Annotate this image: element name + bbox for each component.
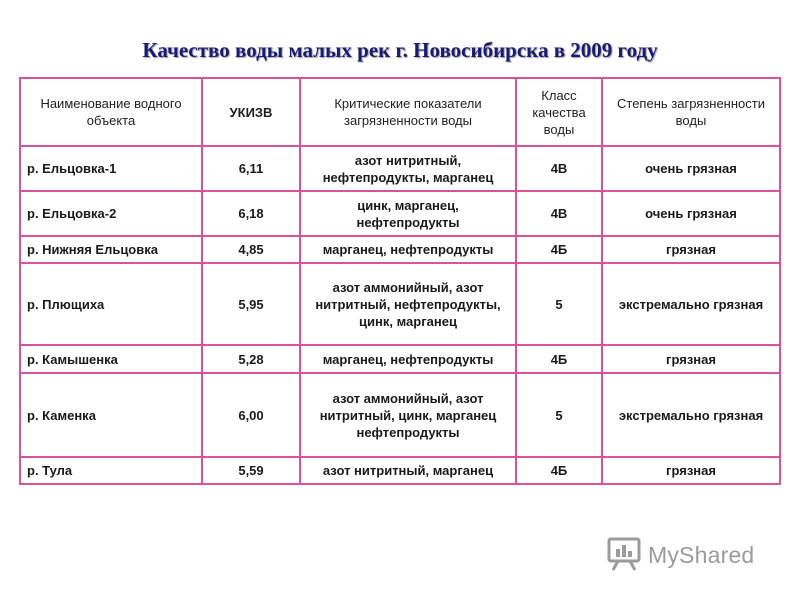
myshared-watermark — [606, 536, 766, 576]
critical-indicators: азот аммонийный, азот нитритный, нефтепродукты, цинк, марганец — [300, 263, 516, 345]
table-row — [20, 373, 780, 457]
ukizv-value: 6,18 — [202, 191, 300, 236]
table-row — [20, 263, 780, 345]
river-name: р. Плющиха — [20, 263, 202, 345]
presentation-board-icon — [606, 536, 644, 572]
critical-indicators: марганец, нефтепродукты — [300, 236, 516, 263]
header-degree: Степень загрязненности воды — [602, 78, 780, 146]
table-row — [20, 191, 780, 236]
ukizv-value: 5,59 — [202, 457, 300, 484]
header-class: Класс качества воды — [516, 78, 602, 146]
pollution-degree: грязная — [602, 457, 780, 484]
table-row — [20, 457, 780, 484]
pollution-degree: очень грязная — [602, 191, 780, 236]
river-name: р. Ельцовка-1 — [20, 146, 202, 191]
header-critical: Критические показатели загрязненности воды — [300, 78, 516, 146]
quality-class: 4В — [516, 191, 602, 236]
header-name: Наименование водного объекта — [20, 78, 202, 146]
river-name: р. Нижняя Ельцовка — [20, 236, 202, 263]
ukizv-value: 4,85 — [202, 236, 300, 263]
pollution-degree: грязная — [602, 236, 780, 263]
river-name: р. Каменка — [20, 373, 202, 457]
ukizv-value: 5,95 — [202, 263, 300, 345]
critical-indicators: азот нитритный, марганец — [300, 457, 516, 484]
quality-class: 4Б — [516, 345, 602, 373]
table-header-row — [20, 78, 780, 146]
table-row — [20, 146, 780, 191]
table-row — [20, 236, 780, 263]
ukizv-value: 6,11 — [202, 146, 300, 191]
header-ukizv: УКИЗВ — [202, 78, 300, 146]
water-quality-table — [19, 77, 781, 485]
quality-class: 4Б — [516, 236, 602, 263]
pollution-degree: экстремально грязная — [602, 263, 780, 345]
critical-indicators: цинк, марганец, нефтепродукты — [300, 191, 516, 236]
quality-class: 5 — [516, 263, 602, 345]
river-name: р. Ельцовка-2 — [20, 191, 202, 236]
quality-class: 4Б — [516, 457, 602, 484]
river-name: р. Тула — [20, 457, 202, 484]
critical-indicators: марганец, нефтепродукты — [300, 345, 516, 373]
critical-indicators: азот аммонийный, азот нитритный, цинк, марганец нефтепродукты — [300, 373, 516, 457]
quality-class: 4В — [516, 146, 602, 191]
river-name: р. Камышенка — [20, 345, 202, 373]
pollution-degree: экстремально грязная — [602, 373, 780, 457]
page-title: Качество воды малых рек г. Новосибирска в 2009 году — [142, 38, 658, 62]
critical-indicators: азот нитритный, нефтепродукты, марганец — [300, 146, 516, 191]
watermark-text: MyShared — [648, 542, 755, 568]
pollution-degree: очень грязная — [602, 146, 780, 191]
pollution-degree: грязная — [602, 345, 780, 373]
quality-class: 5 — [516, 373, 602, 457]
ukizv-value: 6,00 — [202, 373, 300, 457]
ukizv-value: 5,28 — [202, 345, 300, 373]
table-row — [20, 345, 780, 373]
